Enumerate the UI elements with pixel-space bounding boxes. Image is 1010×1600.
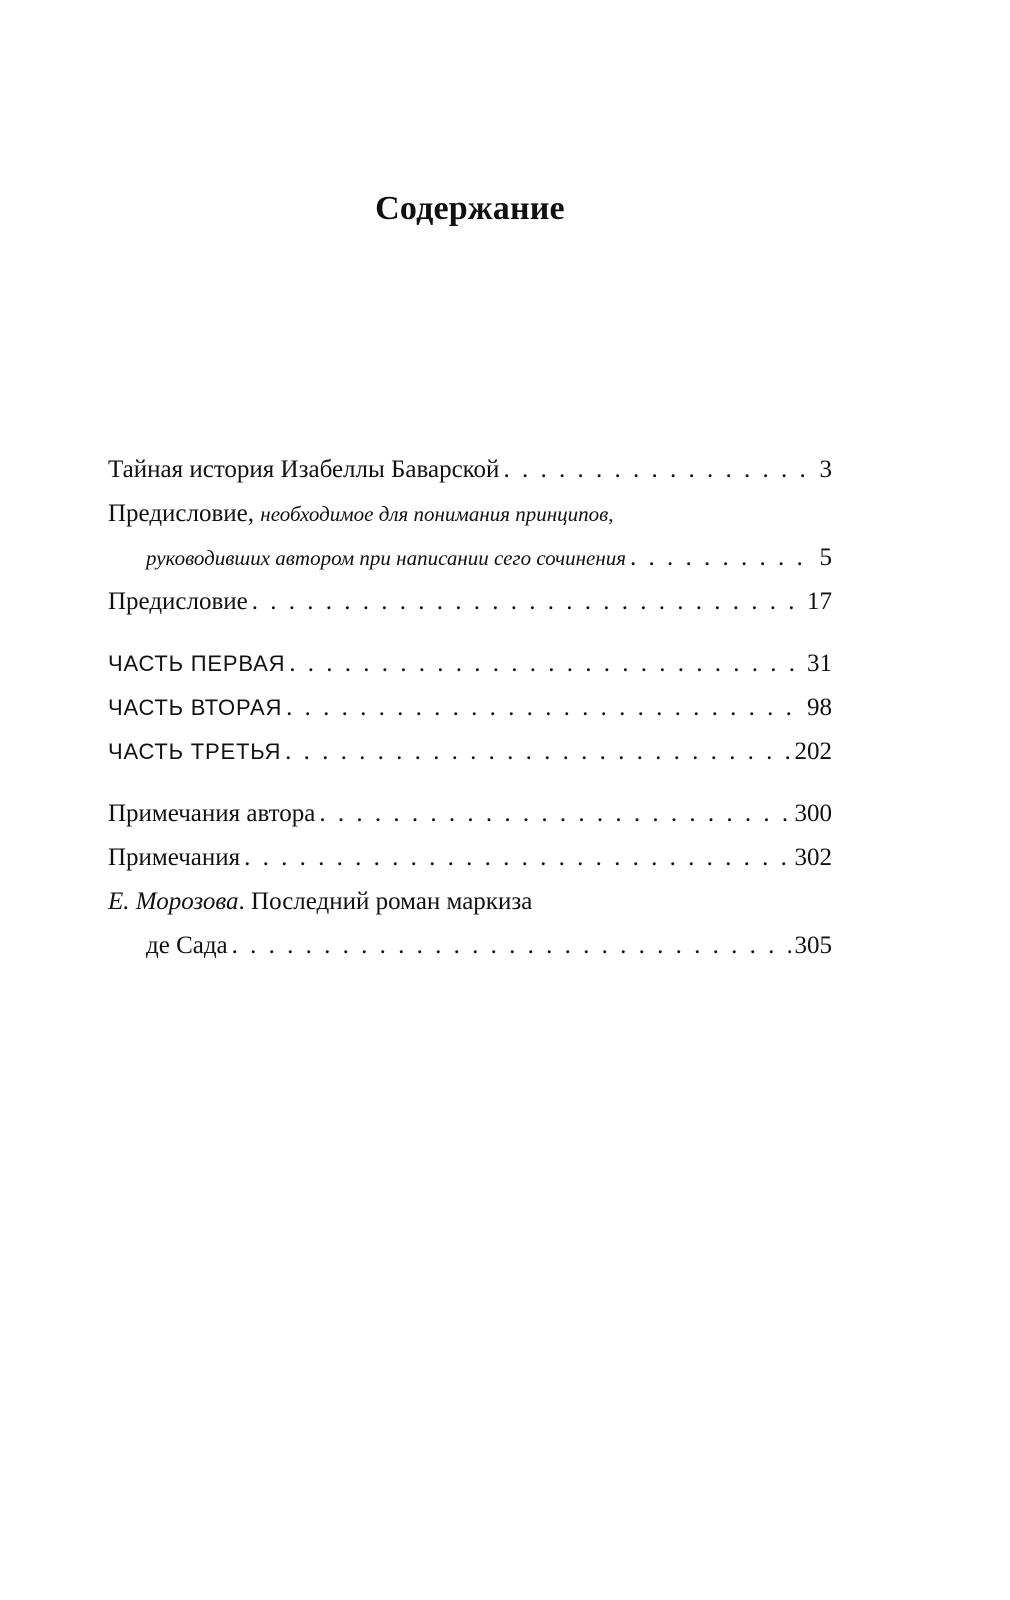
toc-entry-label: Тайная история Изабеллы Баварской xyxy=(108,456,500,483)
table-of-contents xyxy=(108,448,832,968)
toc-page-number: 5 xyxy=(819,544,832,571)
toc-entry-label: ЧАСТЬ ПЕРВАЯ xyxy=(108,651,286,676)
toc-leader-dots xyxy=(285,730,790,774)
toc-leader-dots xyxy=(630,536,815,580)
toc-leader-dots xyxy=(252,580,803,624)
toc-page-number: 302 xyxy=(794,844,832,871)
toc-leader-dots xyxy=(232,924,791,968)
toc-leader-dots xyxy=(244,836,790,880)
toc-entry-subtitle: необходимое для понимания принципов, xyxy=(260,502,614,526)
toc-page-number: 98 xyxy=(807,694,832,721)
toc-leader-dots xyxy=(503,448,815,492)
toc-entry-preface[interactable] xyxy=(108,580,832,624)
toc-entry-part-three[interactable] xyxy=(108,730,832,774)
toc-entry-label: Предисловие, xyxy=(108,500,255,527)
toc-page-number: 17 xyxy=(807,588,832,615)
toc-entry-isabella[interactable] xyxy=(108,448,832,492)
toc-page-number: 300 xyxy=(794,800,832,827)
toc-page-number: 305 xyxy=(794,932,832,959)
toc-entry-author-notes[interactable] xyxy=(108,792,832,836)
toc-entry-label: Примечания xyxy=(108,844,241,871)
toc-entry-notes[interactable] xyxy=(108,836,832,880)
toc-page-number: 3 xyxy=(819,456,832,483)
toc-entry-label: ЧАСТЬ ВТОРАЯ xyxy=(108,695,283,720)
toc-leader-dots xyxy=(319,792,790,836)
toc-leader-dots xyxy=(289,642,803,686)
toc-entry-label: де Сада xyxy=(146,932,228,959)
toc-entry-preface-principles[interactable] xyxy=(108,492,832,580)
page-title: Содержание xyxy=(375,190,565,227)
toc-leader-dots xyxy=(286,686,803,730)
toc-entry-label: Предисловие xyxy=(108,588,248,615)
toc-entry-subtitle: руководивших автором при написании сего сочинения xyxy=(146,546,627,570)
toc-entry-label: . Последний роман маркиза xyxy=(238,888,533,915)
toc-entry-label: Примечания автора xyxy=(108,800,316,827)
toc-entry-part-two[interactable] xyxy=(108,686,832,730)
toc-page-number: 31 xyxy=(807,650,832,677)
toc-entry-part-one[interactable] xyxy=(108,642,832,686)
toc-entry-afterword[interactable] xyxy=(108,880,832,968)
toc-entry-label: ЧАСТЬ ТРЕТЬЯ xyxy=(108,739,282,764)
toc-entry-author: Е. Морозова xyxy=(108,888,239,915)
toc-page-number: 202 xyxy=(794,738,832,765)
